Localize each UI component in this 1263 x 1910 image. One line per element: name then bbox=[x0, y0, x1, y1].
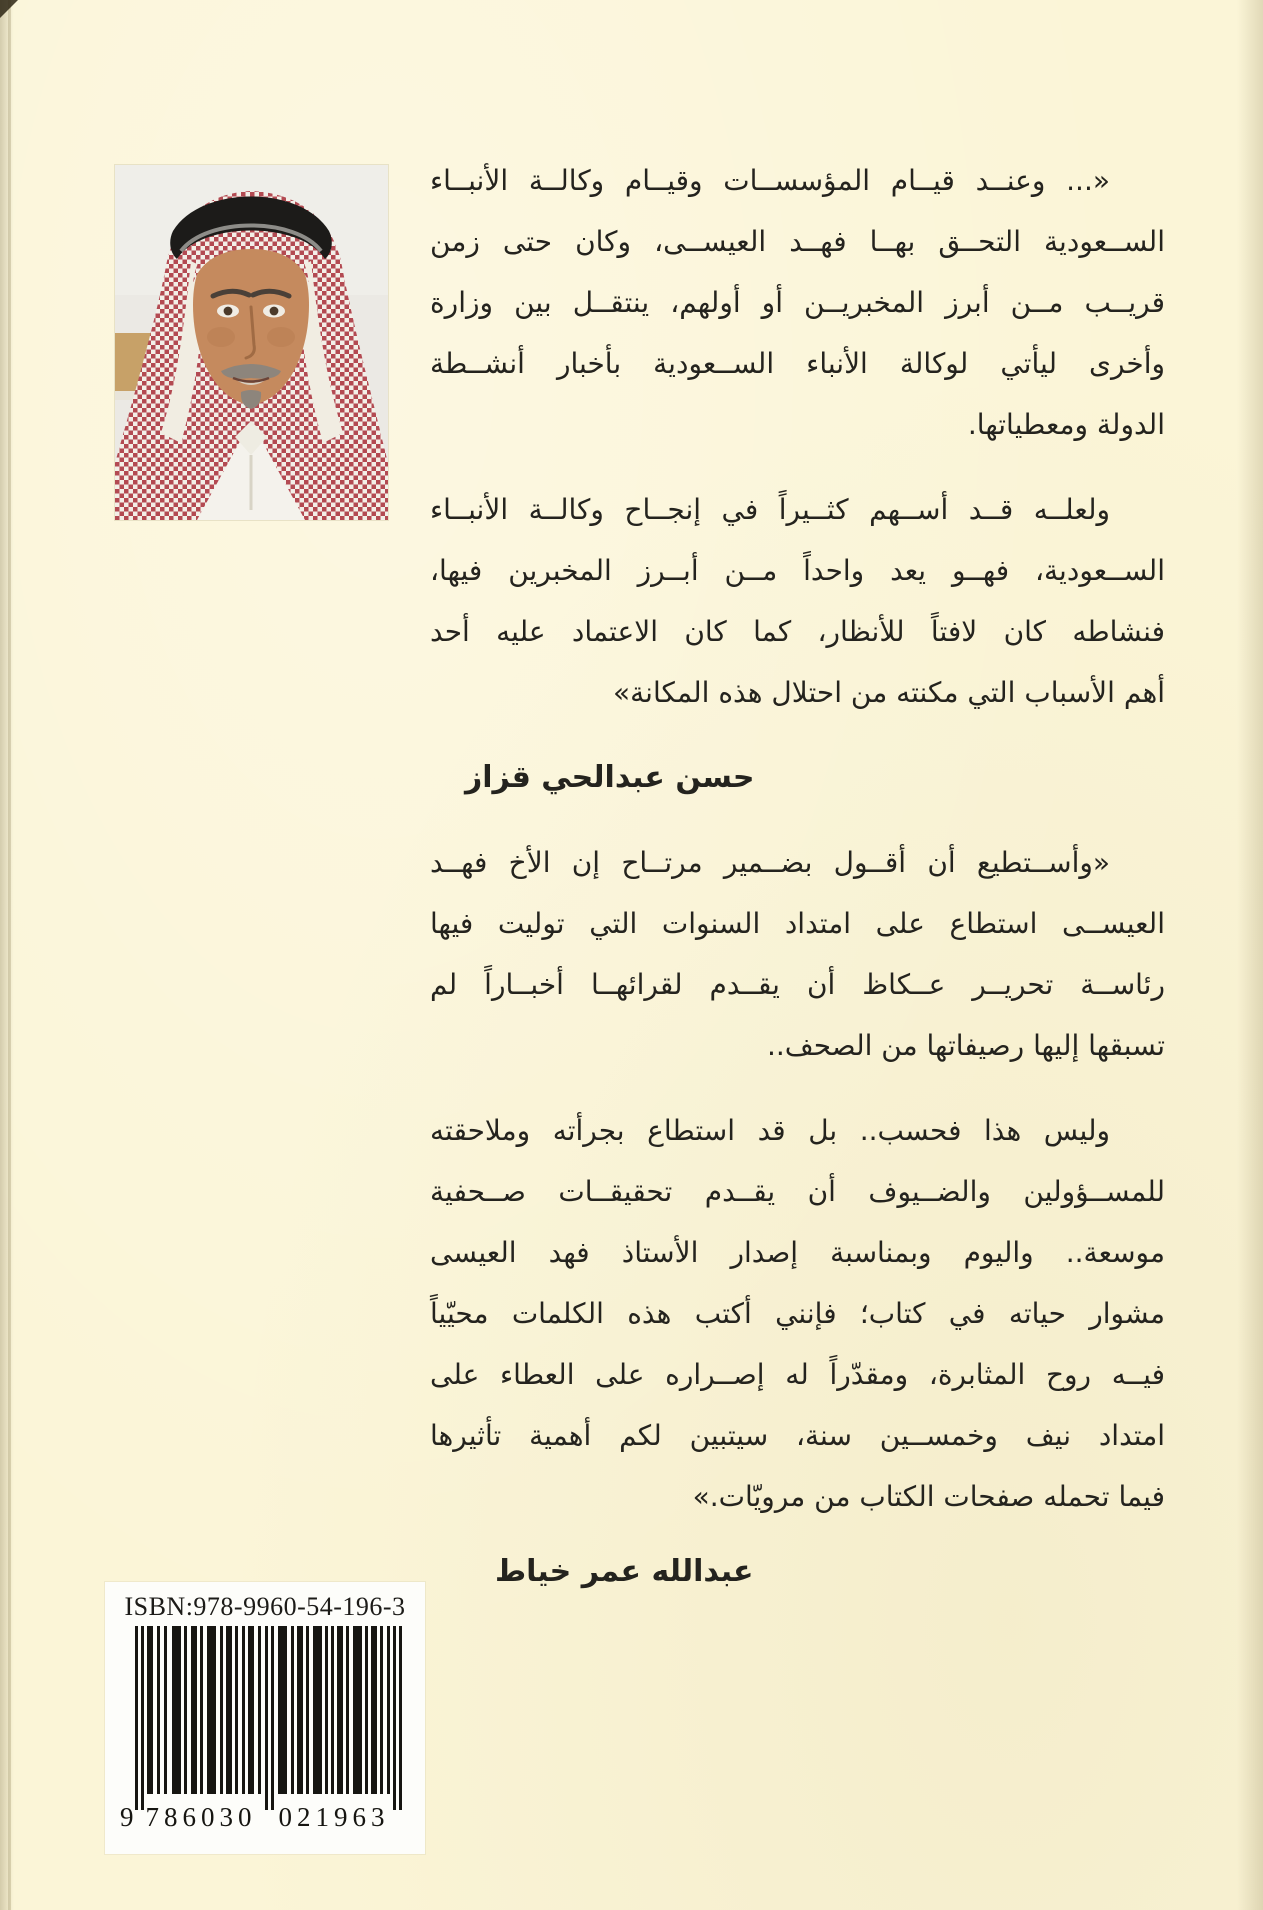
author-portrait-photo bbox=[115, 165, 388, 520]
spine-crease bbox=[8, 0, 11, 1910]
quote2-paragraph-1 bbox=[430, 832, 1165, 1076]
barcode bbox=[105, 1626, 425, 1838]
text-line: ولعلــه قــد أســهم كثــيراً في إنجــاح وكالــة الأنبــاء bbox=[430, 493, 1110, 526]
cheek-shading bbox=[267, 327, 295, 347]
back-cover-text bbox=[430, 150, 1165, 1602]
quote-2 bbox=[430, 832, 1165, 1602]
text-line: وأخرى ليأتي لوكالة الأنباء الســعودية بأخبار أنشــطة bbox=[430, 347, 1165, 380]
text-line: للمســؤولين والضــيوف أن يقــدم تحقيقــات صــحفية bbox=[430, 1175, 1165, 1208]
text-line: مشوار حياته في كتاب؛ فإنني أكتب هذه الكلمات محيّياً bbox=[430, 1297, 1165, 1330]
quote1-attribution: حسن عبدالحي قزاز bbox=[465, 760, 755, 795]
text-line: فيما تحمله صفحات الكتاب من مرويّات.» bbox=[692, 1480, 1165, 1513]
quote2-attribution: عبدالله عمر خياط bbox=[495, 1554, 754, 1589]
iris bbox=[270, 307, 279, 316]
text-line: فيــه روح المثابرة، ومقدّراً له إصــراره على العطاء على bbox=[430, 1358, 1165, 1391]
text-line: وليس هذا فحسب.. بل قد استطاع بجرأته وملاحقته bbox=[430, 1114, 1110, 1147]
corner-wear-mark bbox=[0, 0, 18, 18]
quote2-paragraph-2 bbox=[430, 1100, 1165, 1527]
iris bbox=[224, 307, 233, 316]
text-line: «... وعنــد قيــام المؤسســات وقيــام وكالــة الأنبــاء bbox=[430, 164, 1110, 197]
text-line: امتداد نيف وخمســين سنة، سيتبين لكم أهمية تأثيرها bbox=[430, 1419, 1165, 1452]
isbn-label: ISBN:978-9960-54-196-3 bbox=[124, 1592, 406, 1621]
quote1-paragraph-2 bbox=[430, 479, 1165, 723]
cheek-shading bbox=[207, 327, 235, 347]
quote1-paragraph-1 bbox=[430, 150, 1165, 455]
text-line: رئاســة تحريــر عــكاظ أن يقــدم لقرائهــا أخبــاراً لم bbox=[430, 968, 1165, 1001]
barcode-digit-group-1: 9 bbox=[120, 1802, 139, 1832]
text-line: تسبقها إليها رصيفاتها من الصحف.. bbox=[766, 1029, 1165, 1062]
text-line: الدولة ومعطياتها. bbox=[967, 408, 1165, 441]
text-line: الســعودية التحــق بهــا فهــد العيســى، وكان حتى زمن bbox=[430, 225, 1165, 258]
right-edge-shadow bbox=[1237, 0, 1263, 1910]
text-line: موسعة.. واليوم وبمناسبة إصدار الأستاذ فهد العيسى bbox=[430, 1236, 1165, 1269]
quote-1 bbox=[430, 150, 1165, 808]
text-line: «وأســتطيع أن أقــول بضــمير مرتــاح إن الأخ فهــد bbox=[430, 846, 1110, 879]
portrait-illustration bbox=[115, 165, 388, 520]
isbn-barcode-block bbox=[105, 1582, 425, 1854]
text-line: الســعودية، فهــو يعد واحداً مــن أبــرز المخبرين فيها، bbox=[430, 554, 1165, 587]
barcode-digit-group-2: 786030 bbox=[145, 1802, 257, 1832]
barcode-bars bbox=[119, 1626, 411, 1838]
text-line: العيســى استطاع على امتداد السنوات التي توليت فيها bbox=[430, 907, 1165, 940]
text-line: أهم الأسباب التي مكنته من احتلال هذه المكانة» bbox=[613, 676, 1165, 709]
text-line: قريــب مــن أبرز المخبريــن أو أولهم، ينتقــل بين وزارة bbox=[430, 286, 1165, 319]
barcode-digit-group-3: 021963 bbox=[278, 1802, 390, 1832]
text-line: فنشاطه كان لافتاً للأنظار، كما كان الاعتماد عليه أحد bbox=[430, 615, 1165, 648]
